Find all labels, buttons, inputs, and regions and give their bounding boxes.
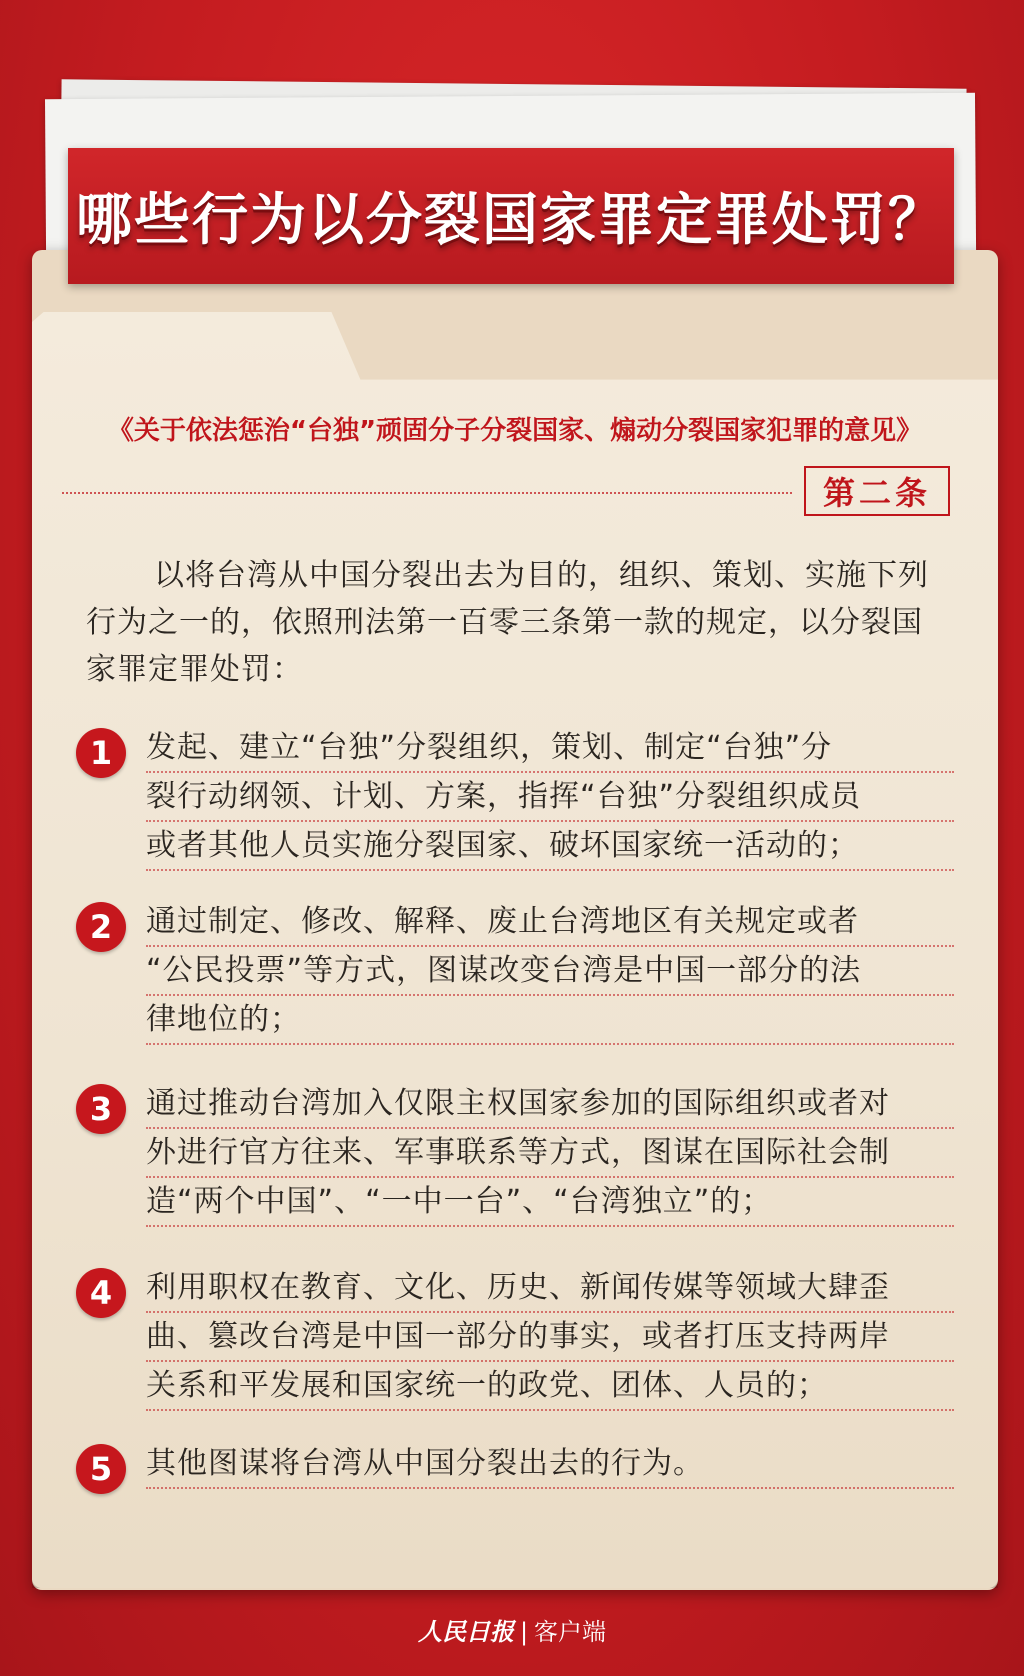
item-line: 关系和平发展和国家统一的政党、团体、人员的； (146, 1362, 954, 1411)
item-text (146, 1080, 954, 1227)
item-text (146, 898, 954, 1045)
article-label: 第二条 (804, 466, 950, 516)
intro-line: 以将台湾从中国分裂出去为目的，组织、策划、实施下 (154, 558, 898, 593)
item-text (146, 1264, 954, 1411)
intro-line: 列行为之一的，依照刑法第一百零三条第一款的规定，以分 (86, 558, 929, 640)
item-line: 造“两个中国”、“一中一台”、“台湾独立”的； (146, 1178, 954, 1227)
item-number: 4 (76, 1268, 126, 1318)
item-line: 发起、建立“台独”分裂组织，策划、制定“台独”分 (146, 724, 954, 773)
item-text (146, 1440, 954, 1489)
item-text (146, 724, 954, 871)
item-line: 曲、篡改台湾是中国一部分的事实，或者打压支持两岸 (146, 1313, 954, 1362)
document-title: 《关于依法惩治“台独”顽固分子分裂国家、煽动分裂国家犯罪的意见》 (107, 416, 923, 446)
divider (62, 492, 792, 494)
item-line: 利用职权在教育、文化、历史、新闻传媒等领域大肆歪 (146, 1264, 954, 1313)
item-line: 或者其他人员实施分裂国家、破坏国家统一活动的； (146, 822, 954, 871)
item-number: 3 (76, 1084, 126, 1134)
item-line: 外进行官方往来、军事联系等方式，图谋在国际社会制 (146, 1129, 954, 1178)
brand-app: 客户端 (534, 1618, 607, 1646)
brand-separator: | (519, 1618, 529, 1646)
item-number: 5 (76, 1444, 126, 1494)
title-banner (68, 148, 954, 284)
brand-name: 人民日报 (417, 1617, 514, 1646)
item-line: 通过推动台湾加入仅限主权国家参加的国际组织或者对 (146, 1080, 954, 1129)
item-number: 1 (76, 728, 126, 778)
page-title: 哪些行为以分裂国家罪定罪处罚？ (76, 188, 946, 253)
item-line: 裂行动纲领、计划、方案，指挥“台独”分裂组织成员 (146, 773, 954, 822)
intro-line: 裂国家罪定罪处罚： (86, 605, 923, 687)
item-line: 律地位的； (146, 996, 954, 1045)
footer-logo (0, 1612, 1024, 1647)
item-line: 其他图谋将台湾从中国分裂出去的行为。 (146, 1440, 954, 1489)
intro-paragraph (86, 552, 946, 693)
item-number: 2 (76, 902, 126, 952)
item-line: “公民投票”等方式，图谋改变台湾是中国一部分的法 (146, 947, 954, 996)
item-line: 通过制定、修改、解释、废止台湾地区有关规定或者 (146, 898, 954, 947)
